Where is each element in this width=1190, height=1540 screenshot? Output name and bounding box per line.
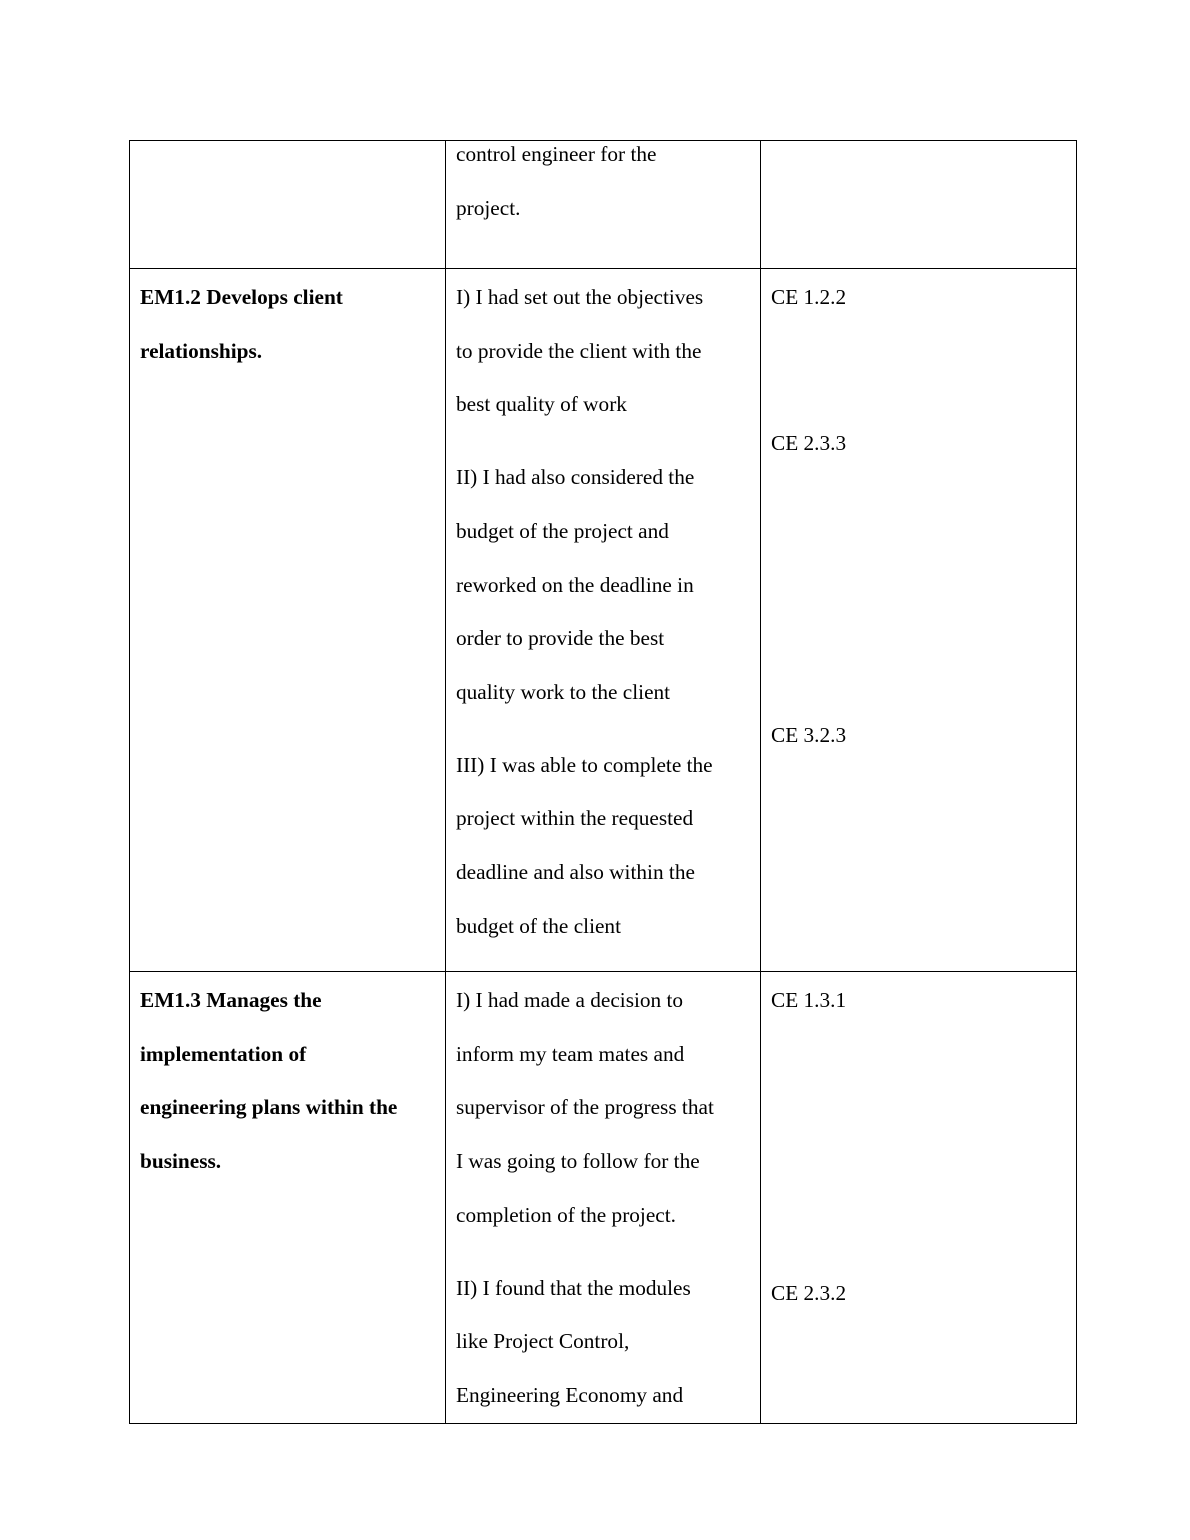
competency-title-line: engineering plans within the <box>140 1095 398 1120</box>
competency-title-line: implementation of <box>140 1041 307 1066</box>
career-episode-ref: CE 1.3.1 <box>771 988 847 1012</box>
evidence-line: I was going to follow for the <box>456 1149 700 1174</box>
competency-cell <box>130 972 446 1424</box>
evidence-line: completion of the project. <box>456 1202 676 1227</box>
evidence-line: to provide the client with the <box>456 338 702 363</box>
competency-title-line: business. <box>140 1149 222 1174</box>
evidence-line: II) I had also considered the <box>456 465 695 490</box>
evidence-line: Engineering Economy and <box>456 1382 684 1407</box>
reference-cell <box>761 972 1077 1424</box>
competency-cell <box>130 141 446 269</box>
evidence-line: budget of the client <box>456 913 621 938</box>
evidence-line: order to provide the best <box>456 626 665 651</box>
evidence-line: control engineer for the <box>456 142 657 166</box>
competency-table <box>129 140 1077 1424</box>
evidence-paragraph <box>456 271 750 432</box>
competency-cell <box>130 269 446 972</box>
table-row <box>130 141 1077 269</box>
evidence-line: inform my team mates and <box>456 1041 685 1066</box>
career-episode-ref: CE 1.2.2 <box>771 285 847 309</box>
table-row <box>130 972 1077 1424</box>
evidence-cell <box>446 141 761 269</box>
evidence-line: like Project Control, <box>456 1329 630 1354</box>
evidence-line: reworked on the deadline in <box>456 572 694 597</box>
evidence-line: supervisor of the progress that <box>456 1095 714 1120</box>
evidence-paragraph <box>456 739 750 954</box>
evidence-line: project within the requested <box>456 806 694 831</box>
competency-title-line: EM1.2 Develops client <box>140 285 343 309</box>
evidence-paragraph <box>456 974 750 1243</box>
career-episode-ref: CE 3.2.3 <box>771 723 847 748</box>
evidence-line: I) I had made a decision to <box>456 988 684 1012</box>
evidence-line: quality work to the client <box>456 679 671 704</box>
competency-title-line: EM1.3 Manages the <box>140 988 322 1012</box>
career-episode-ref: CE 2.3.3 <box>771 430 847 455</box>
evidence-line: II) I found that the modules <box>456 1275 691 1300</box>
career-episode-ref: CE 2.3.2 <box>771 1280 847 1305</box>
evidence-line: deadline and also within the <box>456 860 695 885</box>
evidence-line: III) I was able to complete the <box>456 752 713 777</box>
evidence-cell <box>446 972 761 1424</box>
evidence-cell <box>446 269 761 972</box>
table-row <box>130 269 1077 972</box>
evidence-line: budget of the project and <box>456 518 669 543</box>
reference-cell <box>761 269 1077 972</box>
competency-title-line: relationships. <box>140 338 263 363</box>
evidence-paragraph <box>456 1262 750 1423</box>
evidence-paragraph <box>456 451 750 720</box>
reference-cell <box>761 141 1077 269</box>
evidence-line: project. <box>456 195 521 220</box>
evidence-line: I) I had set out the objectives <box>456 285 704 309</box>
evidence-paragraph <box>456 128 750 235</box>
evidence-line: best quality of work <box>456 392 627 417</box>
